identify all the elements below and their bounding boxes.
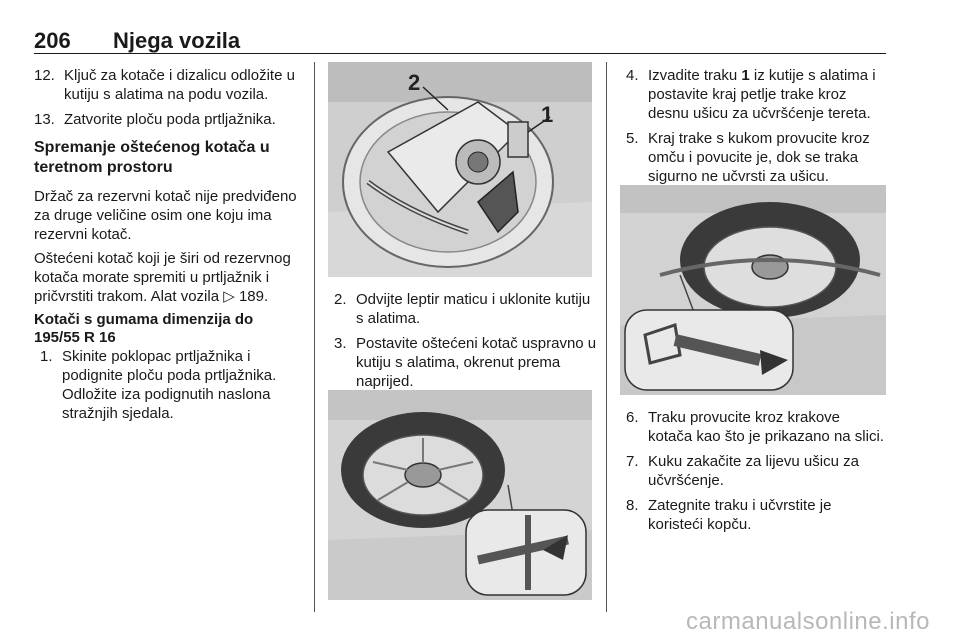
step-number: 13.: [34, 111, 55, 128]
step-number: 1.: [40, 348, 53, 365]
column-right-top: [626, 66, 888, 192]
step-text: Kuku zakačite za lijevu ušicu za učvršćenje.: [648, 453, 859, 489]
column-right-bottom: [626, 408, 888, 540]
page-header: [34, 28, 886, 54]
page-number: 206: [34, 28, 71, 53]
step-text: Zatvorite ploču poda prtljažnika.: [64, 111, 276, 128]
step-text: Traku provucite kroz krakove kotača kao što je prikazano na slici.: [648, 409, 884, 445]
paragraph-spare-holder: Držač za rezervni kotač nije predviđeno za druge veličine osim one koju ima rezervni kotač.: [34, 188, 297, 243]
step-3: [334, 334, 598, 391]
step-number: 6.: [626, 409, 639, 426]
figure-strap-through-wheel: [620, 185, 886, 395]
section-heading: Spremanje oštećenog kotača u teretnom prostoru: [34, 139, 270, 176]
step-number: 7.: [626, 453, 639, 470]
step-text: Odvijte leptir maticu i uklonite kutiju s alatima.: [356, 291, 591, 327]
step-text: Ključ za kotače i dizalicu odložite u kutiju s alatima na podu vozila.: [64, 67, 295, 103]
step-text: Zategnite traku i učvrstite je koristeći kopču.: [648, 497, 832, 533]
figure-tool-box: [328, 62, 592, 277]
step-8: [626, 496, 888, 534]
step-text: Skinite poklopac prtljažnika i podignite ploču poda prtljažnika. Odložite iza podignutih naslona stražnjih sjedala.: [62, 348, 277, 422]
figure-damaged-wheel-strap: [328, 390, 592, 600]
step-7: [626, 452, 888, 490]
column-divider-2: [606, 62, 607, 612]
column-left: [34, 66, 300, 429]
step-number: 3.: [334, 335, 347, 352]
step-number: 4.: [626, 67, 639, 84]
step-number: 2.: [334, 291, 347, 308]
wheel-strap-illustration: [328, 390, 592, 600]
strap-wheel-illustration: [620, 185, 886, 395]
step-number: 8.: [626, 497, 639, 514]
subsection-heading: Kotači s gumama dimenzija do 195/55 R 16: [34, 311, 254, 346]
step-1: [40, 347, 300, 423]
step-4: 4. Izvadite traku 1 iz kutije s alatima i postavite kraj petlje trake kroz desnu ušicu za učvršćenje tereta.: [626, 67, 876, 122]
step-text: Postavite oštećeni kotač uspravno u kutiju s alatima, okrenut prema naprijed.: [356, 335, 597, 390]
column-middle: [334, 290, 598, 397]
watermark: carmanualsonline.info: [686, 608, 930, 635]
step-number: 5.: [626, 130, 639, 147]
page-title: Njega vozila: [113, 28, 241, 53]
column-divider-1: [314, 62, 315, 612]
step-5: [626, 129, 888, 186]
step-12: [34, 66, 300, 104]
step-text: Kraj trake s kukom provucite kroz omču i povucite je, dok se traka sigurno ne učvrsti za ušicu.: [648, 130, 870, 185]
step-13: [34, 110, 300, 129]
figure-label-1: 1: [541, 102, 554, 127]
figure-label-2: 2: [408, 70, 421, 95]
step-2: [334, 290, 598, 328]
page-reference[interactable]: 189.: [238, 288, 269, 305]
strap-reference-number: 1: [741, 67, 750, 84]
paragraph-damaged-wheel: Oštećeni kotač koji je širi od rezervnog kotača morate spremiti u prtljažnik i pričvrstiti trakom. Alat vozila ▷ 189.: [34, 250, 291, 305]
page-reference-icon: ▷: [223, 288, 235, 305]
step-number: 12.: [34, 67, 55, 84]
tool-box-illustration: [328, 62, 592, 277]
step-6: [626, 408, 888, 446]
